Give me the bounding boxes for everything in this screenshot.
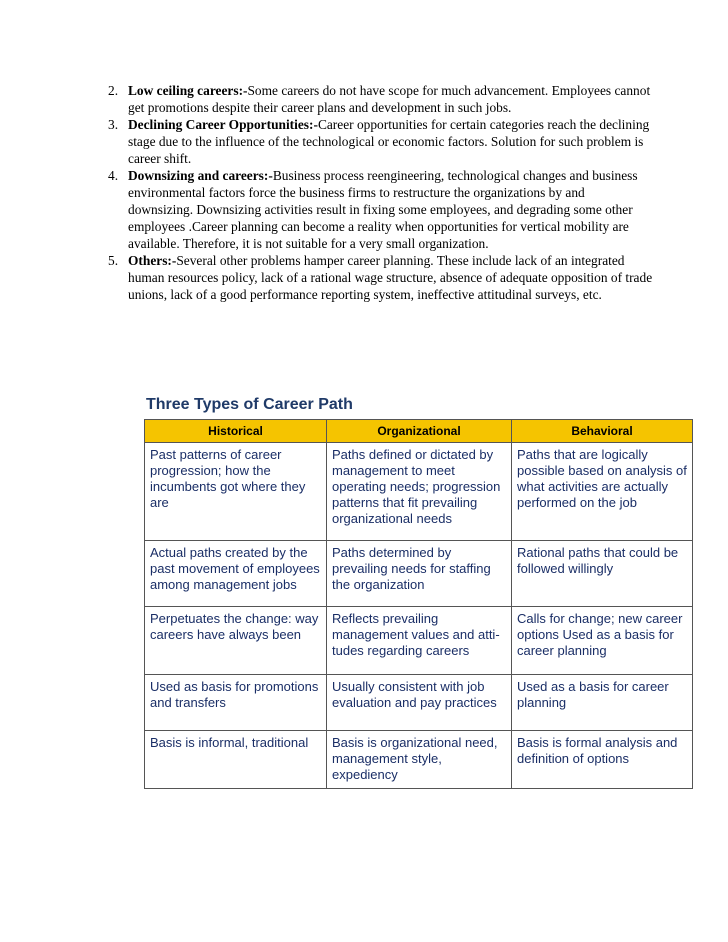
table-cell: Basis is organizational need, management style, expediency [327, 731, 512, 789]
item-text: Some careers do not have scope for much advancement. Employees cannot get promotions despite their career plans and development in such jobs. [128, 83, 651, 115]
table-cell: Paths defined or dictated by management to meet operating needs; progression patterns that fit prevailing organizational needs [327, 443, 512, 541]
problem-list [108, 82, 653, 303]
table-cell: Rational paths that could be followed willingly [512, 541, 693, 607]
item-text: Career opportunities for certain categories reach the declining stage due to the influence of the technological or economic factors. Solution for such problem is career shift. [128, 117, 650, 166]
list-item [108, 252, 653, 303]
table-cell: Actual paths created by the past movement of employees among management jobs [145, 541, 327, 607]
career-path-table [144, 419, 693, 789]
table-row [145, 675, 693, 731]
table-row [145, 607, 693, 675]
table-cell: Paths determined by prevailing needs for staffing the organization [327, 541, 512, 607]
table-cell: Basis is formal analysis and definition of options [512, 731, 693, 789]
table-cell: Past patterns of career progression; how the incumbents got where they are [145, 443, 327, 541]
table-cell: Used as a basis for career planning [512, 675, 693, 731]
list-item [108, 116, 653, 167]
table-cell: Perpetuates the change: way careers have always been [145, 607, 327, 675]
item-number: 5. [108, 253, 119, 268]
item-heading: Downsizing and careers:- [128, 168, 273, 183]
table-cell: Paths that are logically possible based on analysis of what activities are actually performed on the job [512, 443, 693, 541]
table-row [145, 731, 693, 789]
table-row [145, 541, 693, 607]
item-number: 4. [108, 168, 119, 183]
header-organizational: Organizational [327, 420, 512, 443]
table-title: Three Types of Career Path [146, 396, 353, 413]
table-cell: Reflects prevailing management values and atti-tudes regarding careers [327, 607, 512, 675]
item-number: 3. [108, 117, 119, 132]
item-text: Business process reengineering, technological changes and business environmental factors force the business firms to restructure the organizations by and downsizing. Downsizing activities result in fixing some employees, and degrading some other employees .Career planning can become a reality when opportunities for vertical mobility are available. Therefore, it is not suitable for a very small organization. [128, 168, 638, 251]
table-row [145, 443, 693, 541]
item-heading: Declining Career Opportunities:- [128, 117, 318, 132]
item-number: 2. [108, 83, 119, 98]
list-item [108, 82, 653, 116]
table-cell: Basis is informal, traditional [145, 731, 327, 789]
table-cell: Used as basis for promotions and transfers [145, 675, 327, 731]
header-historical: Historical [145, 420, 327, 443]
item-text: Several other problems hamper career planning. These include lack of an integrated human resources policy, lack of a rational wage structure, absence of adequate opposition of trade unions, lack of a good performance reporting system, ineffective attitudinal surveys, etc. [128, 253, 653, 302]
list-item [108, 167, 653, 252]
item-heading: Others:- [128, 253, 177, 268]
table-header-row [145, 420, 693, 443]
header-behavioral: Behavioral [512, 420, 693, 443]
table-cell: Calls for change; new career options Used as a basis for career planning [512, 607, 693, 675]
table-cell: Usually consistent with job evaluation and pay practices [327, 675, 512, 731]
item-heading: Low ceiling careers:- [128, 83, 248, 98]
